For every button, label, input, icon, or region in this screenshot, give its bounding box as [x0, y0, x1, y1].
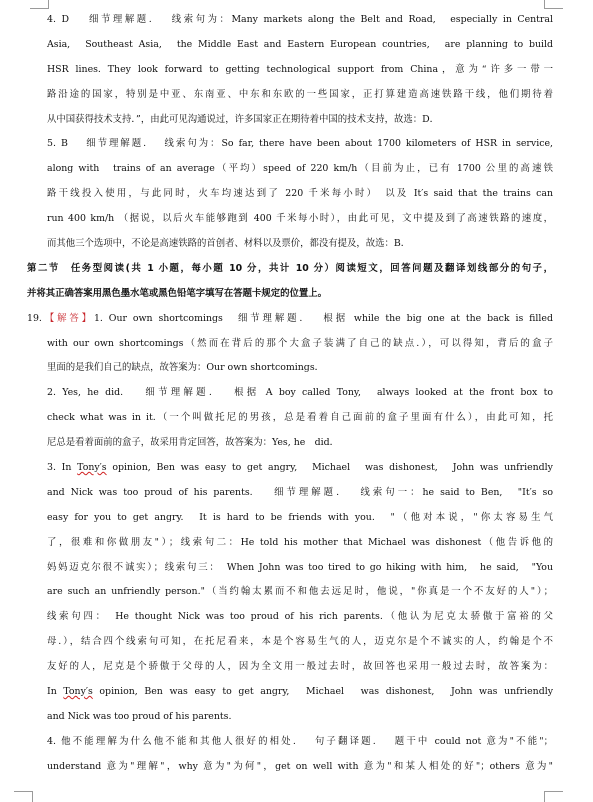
line-prefix: 19. [27, 312, 42, 324]
line-text: check what was in it.（一个叫做托尼的男孩，总是看着自己面前的盒子里面有什么），由此可知，托 [47, 412, 553, 424]
line-text: opinion, Ben was easy to get angry, Michael was dishonest, John was unfriendly [106, 462, 553, 474]
text-line [27, 157, 553, 182]
answer-tag: 【解答】 [41, 312, 94, 324]
text-line [27, 456, 553, 481]
line-text: 尼总是看着面前的盒子，故采用肯定回答，故答案为：Yes, he did． [47, 437, 340, 449]
line-text: 里面的是我们自己的缺点，故答案为：Our own shortcomings． [47, 362, 324, 374]
line-prefix: 3. In [47, 462, 78, 474]
text-line [27, 83, 553, 108]
line-text: with our own shortcomings（然而在背后的那个大盒子装满了自己的缺点.），可以得知，背后的盒子 [47, 337, 553, 349]
text-line [27, 207, 553, 232]
line-text: 1. Our own shortcomings 细节理解题. 根据 while the big one at the back is filled [93, 312, 553, 324]
line-text: 5. B 细节理解题. 线索句为：So far, there have been about 1700 kilometers of HSR in service, [47, 138, 553, 150]
line-text: 线索句四： He thought Nick was too proud of his rich parents.（他认为尼克太骄傲于富裕的父 [47, 611, 553, 623]
text-line [27, 556, 553, 581]
line-text: 母.），结合四个线索句可知，在托尼看来，本是个容易生气的人，迈克尔是个不诚实的人，约翰是个不 [47, 636, 553, 648]
text-line [27, 655, 553, 680]
line-prefix: In [47, 686, 64, 698]
text-line [27, 755, 553, 780]
text-line [27, 282, 553, 307]
line-text: 而其他三个选项中，不论是高速铁路的首创者、材料以及票价，都没有提及，故选：B． [47, 238, 411, 250]
line-text: HSR lines. They look forward to getting technological support from China，意为“许多一带一 [47, 63, 553, 75]
text-line [27, 481, 553, 506]
text-line [27, 705, 553, 730]
line-text: 4. 他不能理解为什么他不能和其他人很好的相处. 句子翻译题. 题干中 could not 意为"不能"； [47, 735, 553, 747]
spellcheck-word: Tony′s [77, 462, 107, 474]
text-line [27, 605, 553, 630]
text-line [27, 431, 553, 456]
text-line [27, 680, 553, 705]
line-text: understand 意为"理解"，why 意为"为何"，get on well with 意为"和某人相处的好"；others 意为" [47, 760, 553, 772]
line-text: 了，很难和你做朋友"）；线索句二：He told his mother that Michael was dishonest（他告诉他的 [47, 536, 553, 548]
text-line [27, 381, 553, 406]
crop-mark-bottom-right [544, 791, 563, 802]
text-line [27, 406, 553, 431]
text-line [27, 580, 553, 605]
line-text: opinion, Ben was easy to get angry, Michael was dishonest, John was unfriendly [92, 686, 553, 698]
line-text: and Nick was too proud of his parents. 细节理解题. 线索句一：he said to Ben, "It′s so [47, 486, 553, 498]
crop-mark-bottom-left [14, 791, 33, 802]
line-text: 妈妈迈克尔很不诚实）；线索句三： When John was too tired to go hiking with him, he said, "You [47, 561, 553, 573]
text-line [27, 257, 553, 282]
text-line [27, 58, 553, 83]
text-line [27, 730, 553, 755]
text-line [27, 307, 553, 332]
line-text: 2. Yes, he did. 细节理解题. 根据 A boy called Tony, always looked at the front box to [47, 387, 553, 399]
text-line [27, 132, 553, 157]
line-text: 4. D 细节理解题. 线索句为：Many markets along the Belt and Road, especially in Central [47, 14, 553, 25]
text-line [27, 531, 553, 556]
line-text: 路沿途的国家，特别是中亚、东南亚、中东和东欧的一些国家，正打算建造高速铁路干线，他们期待着 [47, 88, 553, 100]
text-line [27, 332, 553, 357]
text-line [27, 356, 553, 381]
line-text: 从中国获得技术支持．”，由此可见沟通说过，许多国家正在期待着中国的技术支持，故选：D． [47, 113, 439, 125]
text-line [27, 8, 553, 33]
line-text: easy for you to get angry. It is hard to be friends with you. "（他对本说，"你太容易生气 [47, 511, 553, 523]
text-line [27, 108, 553, 133]
answer-document-page [27, 8, 553, 780]
text-line [27, 33, 553, 58]
line-text: are such an unfriendly person."（当约翰太累而不和他去远足时，他说，"你真是一个不友好的人"）； [47, 586, 553, 598]
line-text: 第二节 任务型阅读(共 1 小题，每小题 10 分，共计 10 分）阅读短文，回答问题及翻译划线部分的句子， [27, 262, 553, 274]
text-line [27, 182, 553, 207]
line-text: and Nick was too proud of his parents. [47, 710, 232, 722]
text-line [27, 630, 553, 655]
text-line [27, 232, 553, 257]
line-text: run 400 km/h （据说，以后火车能够跑到 400 千米每小时），由此可见，文中提及到了高速铁路的速度， [47, 213, 553, 225]
text-line [27, 506, 553, 531]
line-text: 友好的人，尼克是个骄傲于父母的人，因为全文用一般过去时，故回答也采用一般过去时，故答案为： [47, 661, 553, 673]
line-text: 路干线投入使用，与此同时，火车均速达到了 220 千米每小时） 以及 It′s said that the trains can [47, 188, 553, 200]
spellcheck-word: Tony′s [63, 686, 93, 698]
line-text: 并将其正确答案用黑色墨水笔或黑色铅笔字填写在答题卡规定的位置上。 [27, 287, 328, 299]
line-text: along with trains of an average（平均）speed of 220 km/h（目前为止，已有 1700 公里的高速铁 [47, 163, 553, 175]
line-text: Asia, Southeast Asia, the Middle East and Eastern European countries, are planning to build [47, 38, 553, 50]
